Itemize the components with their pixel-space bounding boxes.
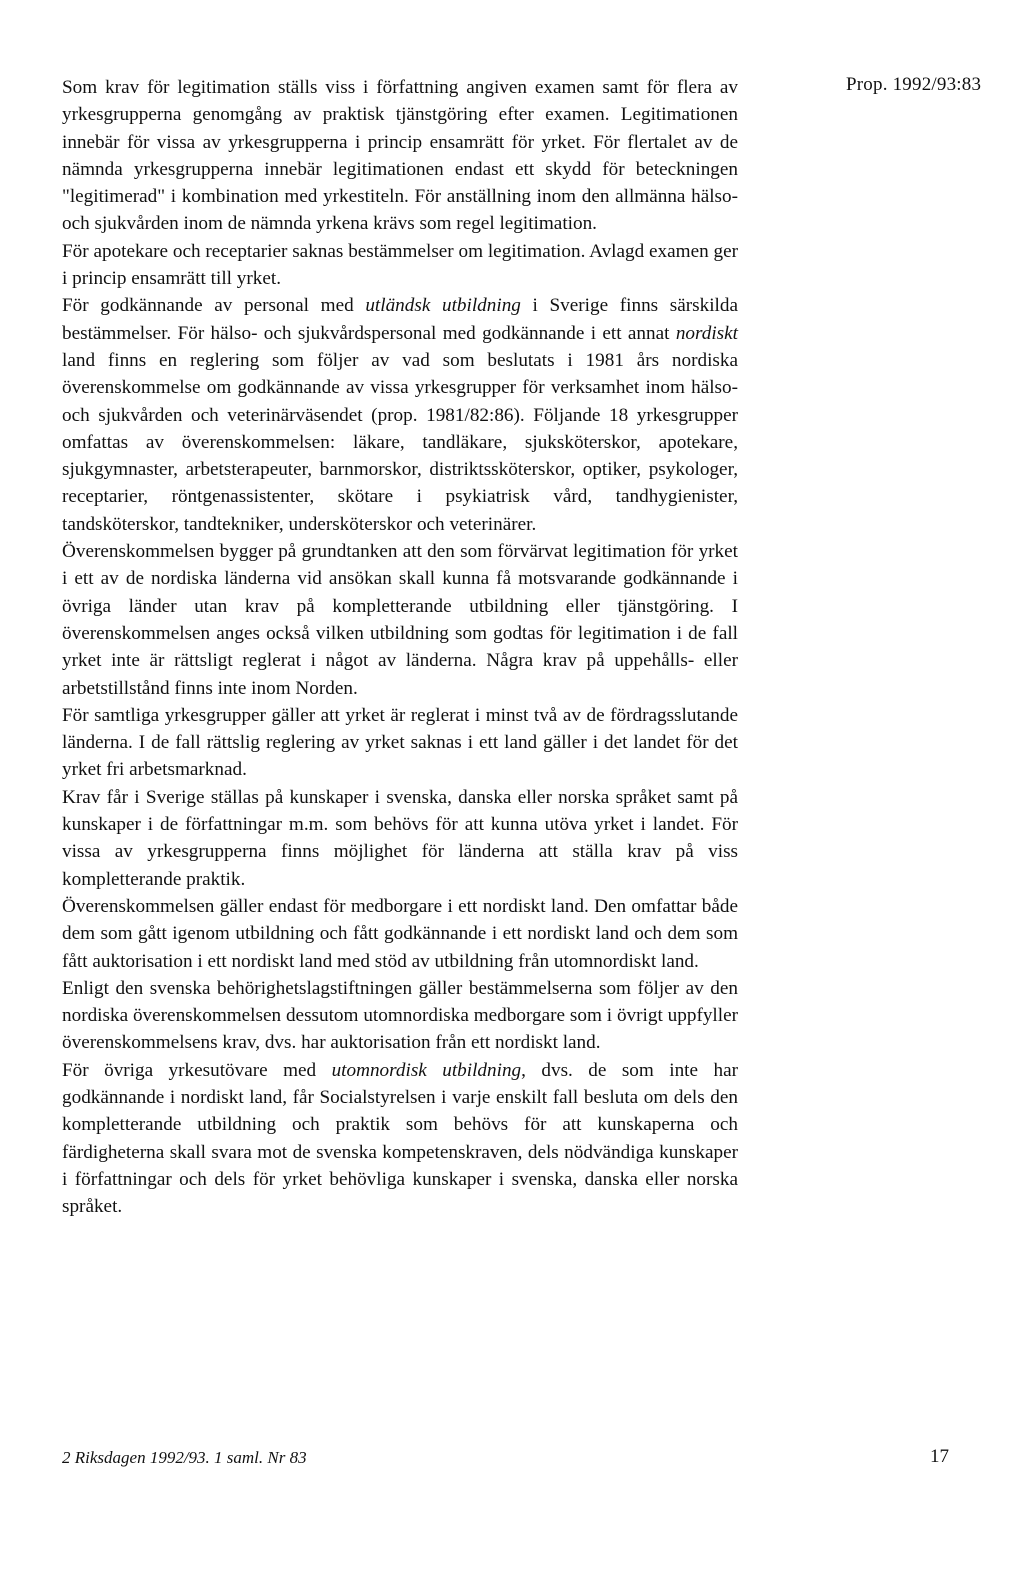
text-segment: För övriga yrkesutövare med [62,1059,332,1081]
emphasis-foreign-education: utländsk utbildning [365,295,521,317]
paragraph-swedish-legislation: Enligt den svenska behörighetslagstiftningen gäller bestämmelserna som följer av den nordiska överenskommelsen dessutom utomnordiska medborgare som i övrigt uppfyller överenskommelsens krav, dvs. har auktorisation från ett nordiskt land. [62,977,738,1054]
text-segment: , dvs. de som inte har godkännande i nordiskt land, får Socialstyrelsen i varje enskilt fall besluta om dels den kompletterande utbildning och praktik som behövs för att kunskaperna och färdigheterna skall svara mot de svenska kompetenskraven, dels nödvändiga kunskaper i författningar och dels för yrket behövliga kunskaper i svenska, danska eller norska språket. [62,1059,738,1218]
text-segment: land finns en reglering som följer av vad som beslutats i 1981 års nordiska överenskommelse om godkännande av vissa yrkesgrupper för verksamhet inom hälso- och sjukvården och veterinärväsendet (prop. 1981/82:86). Följande 18 yrkesgrupper omfattas av överenskommelsen: läkare, tandläkare, sjuksköterskor, apotekare, sjukgymnaster, arbetsterapeuter, barnmorskor, distriktssköterskor, optiker, psykologer, receptarier, röntgenassistenter, skötare i psykiatrisk vård, tandhygienister, tandsköterskor, tandtekniker, undersköterskor och veterinärer. [62,349,738,535]
emphasis-nordic: nordiskt [675,322,738,344]
paragraph-agreement-principle: Överenskommelsen bygger på grundtanken att den som förvärvat legitimation för yrket i ett av de nordiska länderna vid ansökan skall kunna få motsvarande godkännande i övriga länder utan krav på kompletterande utbildning eller tjänstgöring. I överenskommelsen anges också vilken utbildning som godtas för legitimation i de fall yrket inte är rättsligt reglerat i något av länderna. Några krav på uppehålls- eller arbetstillstånd finns inte inom Norden. [62,541,738,699]
body-text [62,74,738,1220]
text-segment: i Sverige finns särskilda bestämmelser. För hälso- och sjukvårdspersonal med godkännande i ett annat [62,295,738,344]
text-segment: För godkännande av personal med [62,295,366,317]
footer-source: 2 Riksdagen 1992/93. 1 saml. Nr 83 [62,1448,307,1467]
page-number: 17 [930,1446,949,1467]
paragraph-citizens-scope: Överenskommelsen gäller endast för medborgare i ett nordiskt land. Den omfattar både dem som gått igenom utbildning och fått godkännande i ett nordiskt land och dem som fått auktorisation i ett nordiskt land med stöd av utbildning från utomnordiskt land. [62,895,738,972]
emphasis-non-nordic-education: utomnordisk utbildning [331,1059,522,1081]
paragraph-foreign-education [62,292,738,538]
paragraph-language-requirements: Krav får i Sverige ställas på kunskaper i svenska, danska eller norska språket samt på kunskaper i de författningar m.m. som behövs för att kunna utöva yrket i landet. För vissa av yrkesgrupperna finns möjlighet för länderna att ställa krav på viss kompletterande praktik. [62,786,738,890]
paragraph-regulated-professions: För samtliga yrkesgrupper gäller att yrket är reglerat i minst två av de fördragsslutande länderna. I de fall rättslig reglering av yrket saknas i ett land gäller i det landet för det yrket fri arbetsmarknad. [62,704,738,781]
document-reference: Prop. 1992/93:83 [846,74,982,95]
paragraph-legitimation-requirements: Som krav för legitimation ställs viss i författning angiven examen samt för flera av yrkesgrupperna genomgång av praktisk tjänstgöring efter examen. Legitimationen innebär för vissa av yrkesgrupperna i princip ensamrätt för yrket. För flertalet av de nämnda yrkesgrupperna innebär legitimationen endast ett skydd för beteckningen "legitimerad" i kombination med yrkestiteln. För anställning inom den allmänna hälso-och sjukvården inom de nämnda yrkena krävs som regel legitimation. [62,77,738,235]
paragraph-pharmacists: För apotekare och receptarier saknas bestämmelser om legitimation. Avlagd examen ger i princip ensamrätt till yrket. [62,240,738,290]
paragraph-non-nordic-education [62,1057,738,1221]
